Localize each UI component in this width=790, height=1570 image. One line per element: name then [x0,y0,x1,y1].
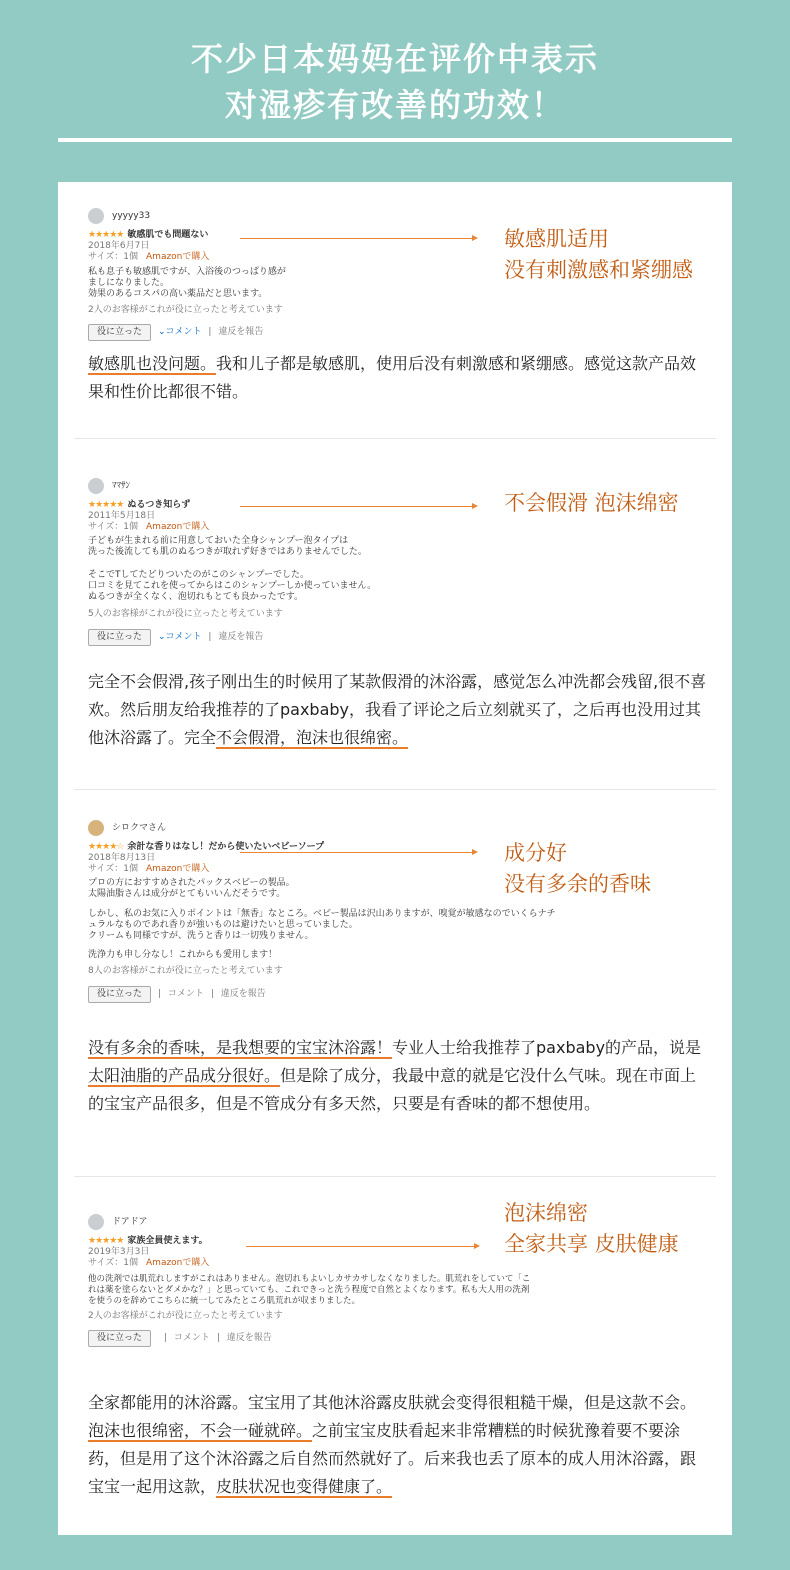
highlight-text: 皮肤状况也变得健康了。 [216,1477,393,1496]
reviewer-name: シロクマさん [112,823,167,833]
rating-stars-icon: ★★★★★ [88,500,124,510]
review-body-line: ましになりました。 [88,278,170,288]
review-translation [88,350,708,406]
callout [504,1198,679,1260]
reviewer-name: yyyyy33 [112,211,151,221]
size-label: サイズ：1個 [88,864,139,874]
callout-line: 泡沫绵密 [504,1201,588,1225]
review-date: 2019年3月3日 [88,1247,150,1257]
user-avatar-icon [88,478,104,494]
verified-purchase-badge: Amazonで購入 [146,1258,210,1268]
size-label: サイズ：1個 [88,1258,139,1268]
headline-line-1: 不少日本妈妈在评价中表示 [190,40,599,78]
verified-purchase-badge: Amazonで購入 [146,522,210,532]
highlight-text: 不会假滑，泡沫也很绵密。 [216,728,409,747]
callout-line: 敏感肌适用 [504,227,609,251]
callout-line: 没有多余的香味 [504,872,651,896]
review-body-line: ぬるつきが全くなく、泡切れもとても良かったです。 [88,592,304,602]
comment-link[interactable]: コメント [167,989,204,999]
helpful-button[interactable]: 役に立った [88,324,151,341]
callout-arrow-icon [240,238,476,239]
review-screenshot [88,1214,548,1374]
verified-purchase-badge: Amazonで購入 [146,252,210,262]
review-translation [88,1034,708,1118]
highlight-text: 太阳油脂的产品成分很好。 [88,1066,281,1085]
helpful-count: 8人のお客様がこれが役に立ったと考えています [88,966,283,976]
review-translation [88,1389,708,1501]
purchase-info [88,864,209,875]
review-title: ぬるつき知らず [127,500,191,510]
review-body-line: しかし、私のお気に入りポイントは「無香」なところ。ベビー製品は沢山ありますが、嗅覚が敏感なのでいくらナチ [88,909,556,919]
callout-line: 不会假滑 泡沫绵密 [504,491,679,515]
review-actions: | コメント | 違反を報告 [158,989,266,999]
verified-purchase-badge: Amazonで購入 [146,864,210,874]
user-avatar-icon [88,1214,104,1230]
translation-text: 之前宝宝皮肤看起来非常糟糕的时候犹豫着要不要涂药，但是用了这个沐浴露之后自然而然就好了。后来我也丢了原本的成人用沐浴露，跟宝宝一起用这款， [88,1421,697,1496]
rating-stars-icon: ★★★★☆ [88,842,124,852]
review-actions: | コメント | 違反を報告 [164,1333,272,1343]
callout-arrow-icon [246,1246,478,1247]
review-screenshot [88,478,408,658]
helpful-count: 2人のお客様がこれが役に立ったと考えています [88,305,283,315]
purchase-info [88,1258,209,1269]
review-body-line: プロの方におすすめされたパックスベビーの製品。 [88,878,295,888]
callout [504,488,679,519]
helpful-count: 5人のお客様がこれが役に立ったと考えています [88,609,283,619]
comment-link[interactable]: ⌄コメント [158,327,202,337]
translation-text: 全家都能用的沐浴露。宝宝用了其他沐浴露皮肤就会变得很粗糙干燥，但是这款不会。 [88,1393,697,1412]
user-avatar-icon [88,208,104,224]
review-body-line: れは薬を塗らないとダメかな？」と思っていても、これできっと洗う程度で自然とよくなります。私も大人用の洗剤 [88,1285,530,1295]
highlight-text: 泡沫也很绵密，不会一碰就碎。 [88,1421,313,1440]
reviewer-name: ドアドア [112,1217,148,1227]
review-title: 敏感肌でも問題ない [127,230,209,240]
highlight-text: 没有多余的香味，是我想要的宝宝沐浴露！ [88,1038,393,1057]
review-title-row [88,230,208,241]
helpful-count: 2人のお客様がこれが役に立ったと考えています [88,1311,283,1321]
review-screenshot [88,208,388,348]
rating-stars-icon: ★★★★★ [88,1236,124,1246]
review-body-line: 私も息子も敏感肌ですが、入浴後のつっぱり感が [88,267,286,277]
review-date: 2018年6月7日 [88,241,150,251]
translation-text: 完全不会假滑,孩子刚出生的时候用了某款假滑的沐浴露，感觉怎么冲洗都会残留,很不喜欢。然后朋友给我推荐的了paxbaby，我看了评论之后立刻就买了，之后再也没用过其他沐浴露了。完全 [88,672,707,747]
review-divider [74,789,716,790]
helpful-button[interactable]: 役に立った [88,1330,151,1347]
review-body-line: 効果のあるコスパの高い薬品だと思います。 [88,289,268,299]
review-body-line: 洗浄力も申し分なし！これからも愛用します！ [88,950,278,960]
review-body-line: を使うのを辞めてこちらに統一してみたところ肌荒れが収まりました。 [88,1296,361,1306]
review-body-line: 口コミを見てこれを使ってからはこのシャンプーしか使っていません。 [88,581,377,591]
review-translation [88,668,708,752]
report-link[interactable]: 違反を報告 [220,989,266,999]
review-date: 2018年8月13日 [88,853,156,863]
callout [504,838,651,900]
callout [504,224,693,286]
size-label: サイズ：1個 [88,522,139,532]
reviews-card [58,182,732,1535]
review-divider [74,438,716,439]
review-actions: ⌄コメント | 違反を報告 [158,327,264,337]
user-avatar-icon [88,820,104,836]
report-link[interactable]: 違反を報告 [218,327,264,337]
callout-line: 成分好 [504,841,567,865]
highlight-text: 敏感肌也没问题。 [88,354,217,373]
callout-line: 没有刺激感和紧绷感 [504,258,693,282]
reviewer-name: ﾏﾏｻﾝ [112,481,131,491]
comment-link[interactable]: コメント [173,1333,210,1343]
purchase-info [88,522,209,533]
review-divider [74,1176,716,1177]
review-actions: ⌄コメント | 違反を報告 [158,632,264,642]
purchase-info [88,252,209,263]
review-body-line: 太陽油脂さんは成分がとてもいいんだそうです。 [88,889,286,899]
review-body-line: 他の洗剤では肌荒れしますがこれはありません。泡切れもよいしカサカサしなくなりました。肌荒れをしていて「こ [88,1274,531,1284]
review-body-line: クリームも同様ですが、洗うと香りは一切残りません。 [88,931,314,941]
review-title: 家族全員使えます。 [127,1236,208,1246]
rating-stars-icon: ★★★★★ [88,230,124,240]
review-date: 2011年5月18日 [88,511,156,521]
callout-arrow-icon [240,852,476,853]
translation-text: 我和儿子都是敏感肌，使用后没有刺激感和紧绷感。感觉这款产品效果和性价比都很不错。 [88,354,697,401]
review-body-line: ュラルなものであれ香りが強いものは避けたいと思っていました。 [88,920,358,930]
comment-link[interactable]: ⌄コメント [158,632,202,642]
translation-text: 但是除了成分，我最中意的就是它没什么气味。现在市面上的宝宝产品很多，但是不管成分有多天然，只要是有香味的都不想使用。 [88,1066,697,1113]
report-link[interactable]: 違反を報告 [218,632,264,642]
headline-line-2: 对湿疹有改善的功效！ [224,86,565,124]
helpful-button[interactable]: 役に立った [88,986,151,1003]
size-label: サイズ：1個 [88,252,139,262]
review-body-line: 子どもが生まれる前に用意しておいた全身シャンプー泡タイプは [88,536,349,546]
review-title-row [88,500,190,511]
callout-line: 全家共享 皮肤健康 [504,1232,679,1256]
translation-text: 专业人士给我推荐了paxbaby的产品，说是 [392,1038,702,1057]
review-body-line: そこでTしてたどりついたのがこのシャンプーでした。 [88,570,310,580]
report-link[interactable]: 違反を報告 [226,1333,272,1343]
header-divider [58,138,732,142]
header-banner [0,0,790,150]
review-title-row [88,1236,208,1247]
helpful-button[interactable]: 役に立った [88,629,151,646]
review-title: 余計な香りはなし！だから使いたいベビーソープ [127,842,325,852]
callout-arrow-icon [240,506,476,507]
review-body-line: 洗った後流しても肌のぬるつきが取れず好きではありませんでした。 [88,547,367,557]
